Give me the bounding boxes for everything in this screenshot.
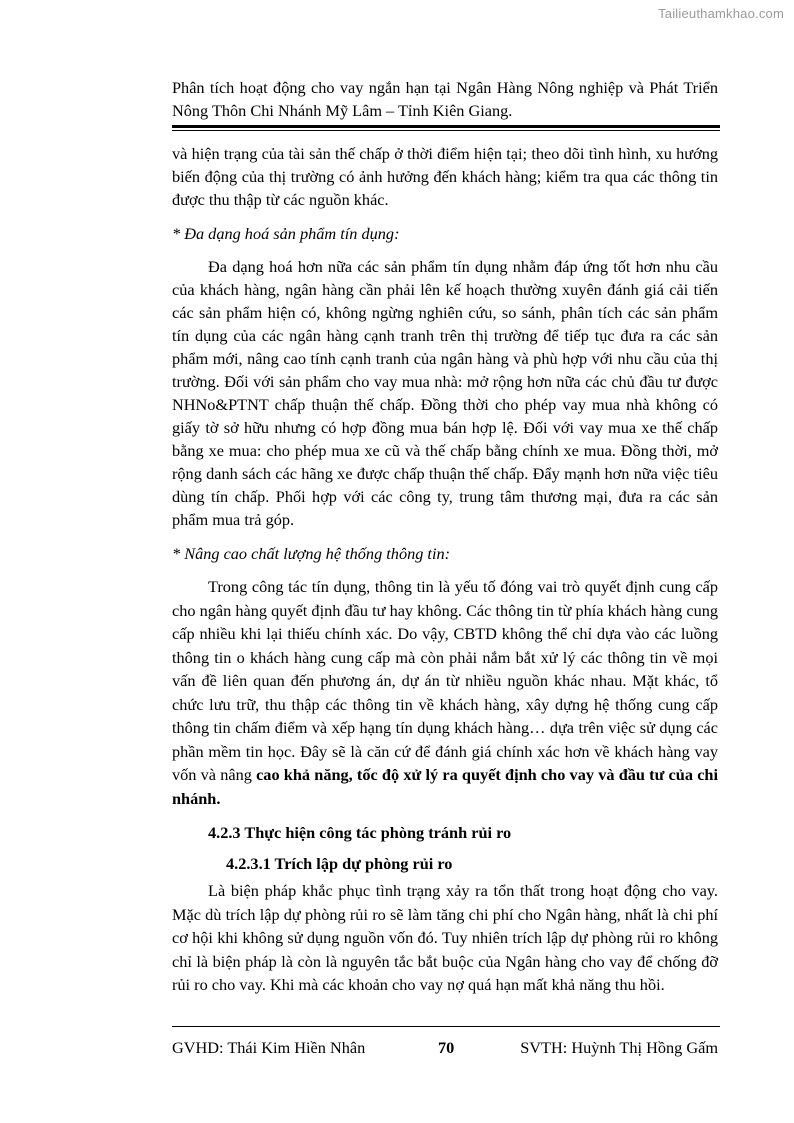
paragraph-information (172, 575, 718, 810)
footer-student: SVTH: Huỳnh Thị Hồng Gấm (520, 1038, 718, 1057)
watermark-text: Tailieuthamkhao.com (658, 6, 784, 21)
header-rule-thick (172, 125, 720, 128)
footer-page-number: 70 (438, 1038, 455, 1057)
paragraph-information-text: Trong công tác tín dụng, thông tin là yếu tố đóng vai trò quyết định cung cấp cho ngân hàng quyết định đầu tư hay không. Các thông tin từ phía khách hàng cung cấp nhiều khi lại thiếu chính xác. Do vậy, CBTD không thể chỉ dựa vào các luồng thông tin o khách hàng cung cấp mà còn phải nắm bắt xử lý các thông tin về mọi vấn đề liên quan đến phương án, dự án từ nhiều nguồn khác nhau. Mặt khác, tổ chức lưu trữ, thu thập các thông tin về khách hàng, xây dựng hệ thống cung cấp thông tin chấm điểm và xếp hạng tín dụng khách hàng… dựa trên việc sử dụng các phần mềm tin học. Đây sẽ là căn cứ để đánh giá chính xác hơn về khách hàng vay vốn và nâng (172, 577, 718, 784)
heading-diversify-products: * Đa dạng hoá sản phẩm tín dụng: (172, 224, 400, 243)
paragraph-collateral: và hiện trạng của tài sản thế chấp ở thời điểm hiện tại; theo dõi tình hình, xu hướng biến động của thị trường có ảnh hưởng đến khách hàng; kiểm tra qua các thông tin được thu thập từ các nguồn khác. (172, 144, 718, 209)
header-rule-thin (172, 130, 720, 131)
footer-rule (172, 1026, 720, 1027)
page-header (172, 76, 718, 122)
page-content (172, 142, 718, 997)
footer-advisor: GVHD: Thái Kim Hiền Nhân (172, 1038, 366, 1057)
header-title: Phân tích hoạt động cho vay ngắn hạn tại Ngân Hàng Nông nghiệp và Phát Triển Nông Thôn Chi Nhánh Mỹ Lâm – Tỉnh Kiên Giang. (172, 78, 718, 120)
paragraph-information-bold: cao khả năng, tốc độ xử lý ra quyết định cho vay và đầu tư của chi nhánh. (172, 765, 718, 808)
section-heading-4-2-3-1: 4.2.3.1 Trích lập dự phòng rủi ro (226, 854, 453, 873)
heading-information-system: * Nâng cao chất lượng hệ thống thông tin: (172, 544, 451, 563)
paragraph-diversify: Đa dạng hoá hơn nữa các sản phẩm tín dụng nhằm đáp ứng tốt hơn nhu cầu của khách hàng, ngân hàng cần phải lên kế hoạch thường xuyên đánh giá cải tiến các sản phẩm hiện có, không ngừng nghiên cứu, so sánh, phân tích các sản phẩm tín dụng của các ngân hàng cạnh tranh trên thị trường để tiếp tục đưa ra các sản phẩm mới, nâng cao tính cạnh tranh của ngân hàng và phù hợp với nhu cầu của thị trường. Đối với sản phẩm cho vay mua nhà: mở rộng hơn nữa các chủ đầu tư được NHNo&PTNT chấp thuận thế chấp. Đồng thời cho phép vay mua nhà không có giấy tờ sở hữu nhưng có hợp đồng mua bán hợp lệ. Đối với vay mua xe thế chấp bằng xe mua: cho phép mua xe cũ và thế chấp bằng chính xe mua. Đồng thời, mở rộng danh sách các hãng xe được chấp thuận thế chấp. Đẩy mạnh hơn nữa việc tiêu dùng tín chấp. Phối hợp với các công ty, trung tâm thương mại, đưa ra các sản phẩm mua trả góp. (172, 257, 718, 529)
paragraph-provisioning: Là biện pháp khắc phục tình trạng xảy ra tổn thất trong hoạt động cho vay. Mặc dù trích lập dự phòng rủi ro sẽ làm tăng chi phí cho Ngân hàng, nhất là chi phí cơ hội khi không sử dụng nguồn vốn đó. Tuy nhiên trích lập dự phòng rủi ro không chỉ là biện pháp là còn là nguyên tắc bắt buộc của Ngân hàng cho vay để chống đỡ rủi ro cho vay. Khi mà các khoản cho vay nợ quá hạn mất khả năng thu hồi. (172, 881, 718, 994)
section-heading-4-2-3: 4.2.3 Thực hiện công tác phòng tránh rủi ro (208, 823, 512, 842)
